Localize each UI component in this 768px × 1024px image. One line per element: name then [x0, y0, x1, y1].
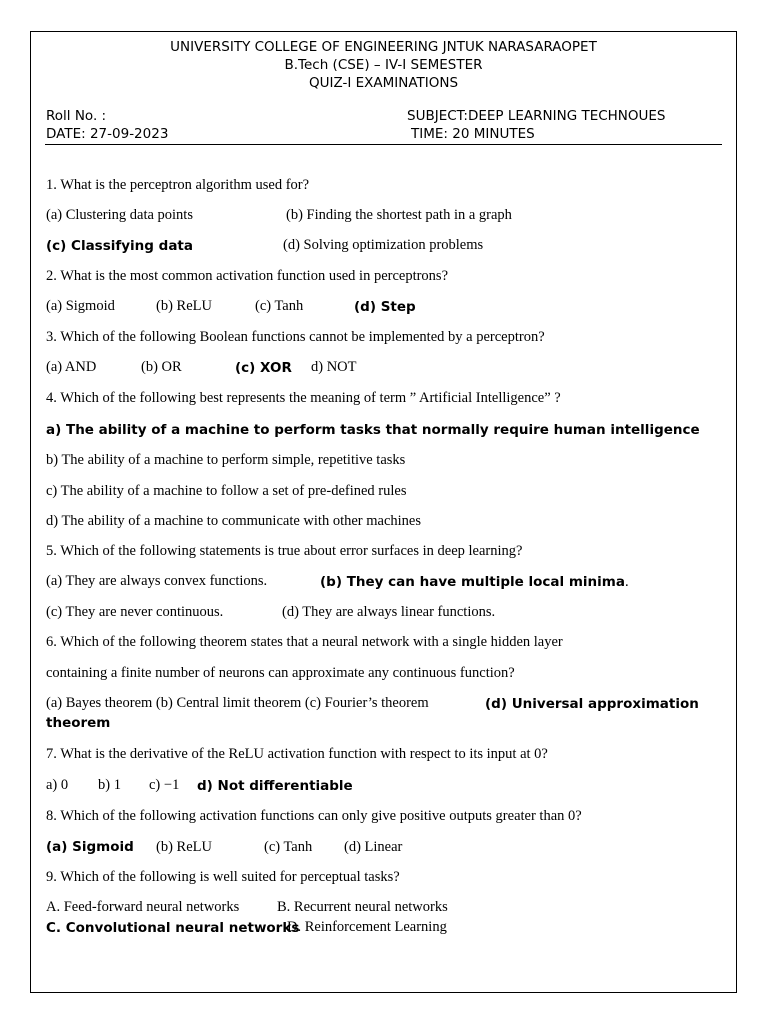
q8-option-c: (c) Tanh — [264, 839, 313, 855]
q6-options-abc: (a) Bayes theorem (b) Central limit theorem (c) Fourier’s theorem — [46, 695, 429, 711]
q7-option-a: a) 0 — [46, 777, 69, 793]
question-8: 8. Which of the following activation functions can only give positive outputs greater than 0? — [46, 808, 582, 824]
header-divider — [45, 144, 722, 145]
q1-option-b: (b) Finding the shortest path in a graph — [286, 207, 512, 223]
q8-option-d: (d) Linear — [344, 839, 403, 855]
q3-option-b: (b) OR — [141, 359, 182, 375]
q1-option-c-answer: (c) Classifying data — [46, 238, 193, 254]
q1-option-d: (d) Solving optimization problems — [283, 237, 484, 253]
q5-option-d: (d) They are always linear functions. — [282, 604, 496, 620]
q6-option-d-answer: (d) Universal approximation — [485, 696, 699, 712]
question-6-line-2: containing a finite number of neurons can approximate any continuous function? — [46, 665, 515, 681]
exam-date: DATE: 27-09-2023 — [46, 126, 169, 142]
q4-option-b: b) The ability of a machine to perform simple, repetitive tasks — [46, 452, 406, 468]
question-6-line-1: 6. Which of the following theorem states that a neural network with a single hidden layer — [46, 634, 563, 650]
q5-option-c: (c) They are never continuous. — [46, 604, 224, 620]
university-title: UNIVERSITY COLLEGE OF ENGINEERING JNTUK NARASARAOPET — [170, 39, 597, 55]
question-3: 3. Which of the following Boolean functions cannot be implemented by a perceptron? — [46, 329, 545, 345]
subject-label: SUBJECT:DEEP LEARNING TECHNOUES — [407, 108, 666, 124]
exam-time: TIME: 20 MINUTES — [411, 126, 535, 142]
q2-option-d-answer: (d) Step — [354, 299, 416, 315]
q2-option-b: (b) ReLU — [156, 298, 212, 314]
q5-option-a: (a) They are always convex functions. — [46, 573, 268, 589]
q9-option-c-answer: C. Convolutional neural networks — [46, 920, 300, 936]
question-1: 1. What is the perceptron algorithm used for? — [46, 177, 310, 193]
q4-option-c: c) The ability of a machine to follow a set of pre-defined rules — [46, 483, 407, 499]
q7-option-d-answer: d) Not differentiable — [197, 778, 353, 794]
quiz-page — [30, 31, 737, 993]
q5-option-b-answer: (b) They can have multiple local minima. — [320, 574, 629, 590]
q9-option-d: D. Reinforcement Learning — [287, 919, 447, 935]
q7-option-c: c) −1 — [149, 777, 180, 793]
q3-option-a: (a) AND — [46, 359, 97, 375]
q2-option-a: (a) Sigmoid — [46, 298, 115, 314]
q9-option-b: B. Recurrent neural networks — [277, 899, 448, 915]
q3-option-c-answer: (c) XOR — [235, 360, 292, 376]
program-line: B.Tech (CSE) – IV-I SEMESTER — [284, 57, 483, 73]
question-2: 2. What is the most common activation function used in perceptrons? — [46, 268, 449, 284]
question-5: 5. Which of the following statements is true about error surfaces in deep learning? — [46, 543, 523, 559]
q3-option-d: d) NOT — [311, 359, 357, 375]
q8-option-b: (b) ReLU — [156, 839, 212, 855]
exam-title: QUIZ-I EXAMINATIONS — [308, 75, 459, 91]
q6-option-d-answer-cont: theorem — [46, 715, 111, 731]
question-4: 4. Which of the following best represents the meaning of term ” Artificial Intelligence” ? — [46, 390, 561, 406]
q4-option-a-answer: a) The ability of a machine to perform tasks that normally require human intelligence — [46, 422, 700, 438]
question-9: 9. Which of the following is well suited for perceptual tasks? — [46, 869, 400, 885]
q4-option-d: d) The ability of a machine to communicate with other machines — [46, 513, 422, 529]
question-7: 7. What is the derivative of the ReLU activation function with respect to its input at 0? — [46, 746, 548, 762]
q1-option-a: (a) Clustering data points — [46, 207, 193, 223]
roll-no-label: Roll No. : — [46, 108, 107, 124]
q9-option-a: A. Feed-forward neural networks — [46, 899, 240, 915]
q8-option-a-answer: (a) Sigmoid — [46, 839, 134, 855]
q7-option-b: b) 1 — [98, 777, 121, 793]
q2-option-c: (c) Tanh — [255, 298, 304, 314]
